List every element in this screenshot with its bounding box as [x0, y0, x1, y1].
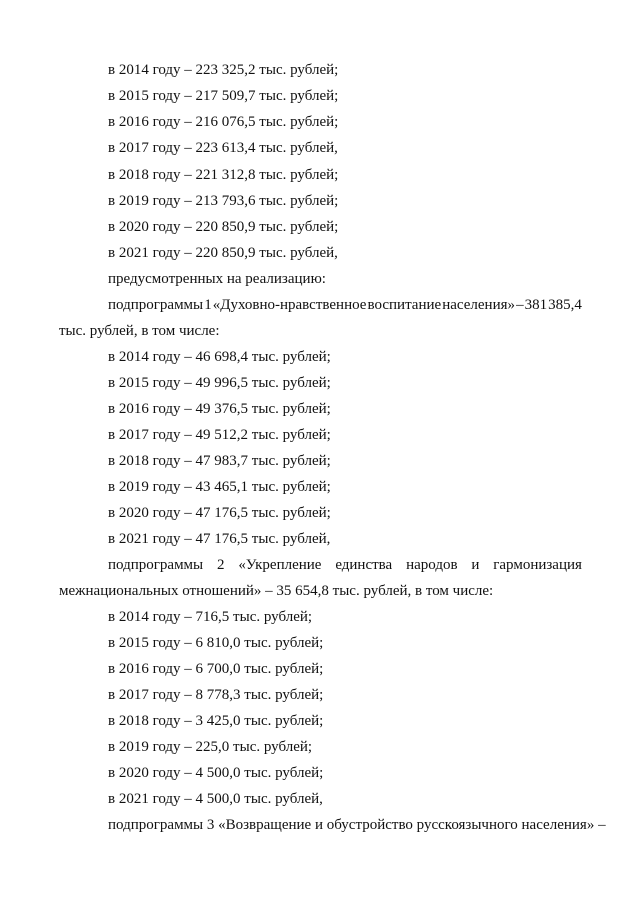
total-2014: в 2014 году – 223 325,2 тыс. рублей;	[108, 62, 339, 78]
word: единства	[335, 557, 393, 573]
word: воспитание	[367, 297, 442, 313]
word: гармонизация	[493, 557, 582, 573]
total-2019: в 2019 году – 213 793,6 тыс. рублей;	[108, 193, 339, 209]
word: 381	[524, 297, 548, 313]
word: 2	[216, 557, 225, 573]
word: подпрограммы	[108, 557, 204, 573]
sub2-2019: в 2019 году – 225,0 тыс. рублей;	[108, 739, 313, 755]
subprogram-1-heading	[108, 296, 582, 314]
sub2-2021: в 2021 году – 4 500,0 тыс. рублей,	[108, 791, 323, 807]
word: народов	[406, 557, 458, 573]
word: «Духовно-нравственное	[212, 297, 367, 313]
sub1-2014: в 2014 году – 46 698,4 тыс. рублей;	[108, 349, 331, 365]
word: «Укрепление	[238, 557, 322, 573]
total-2020: в 2020 году – 220 850,9 тыс. рублей;	[108, 219, 339, 235]
total-2016: в 2016 году – 216 076,5 тыс. рублей;	[108, 114, 339, 130]
sub2-2017: в 2017 году – 8 778,3 тыс. рублей;	[108, 687, 324, 703]
total-2018: в 2018 году – 221 312,8 тыс. рублей;	[108, 167, 339, 183]
subprogram-2-continuation: межнациональных отношений» – 35 654,8 тыс. рублей, в том числе:	[59, 583, 494, 599]
total-2021: в 2021 году – 220 850,9 тыс. рублей,	[108, 245, 338, 261]
sub1-2021: в 2021 году – 47 176,5 тыс. рублей,	[108, 531, 331, 547]
total-2015: в 2015 году – 217 509,7 тыс. рублей;	[108, 88, 339, 104]
subprogram-3-heading: подпрограммы 3 «Возвращение и обустройство русскоязычного населения» –	[108, 817, 606, 833]
sub2-2018: в 2018 году – 3 425,0 тыс. рублей;	[108, 713, 324, 729]
subprogram-1-continuation: тыс. рублей, в том числе:	[59, 323, 220, 339]
sub1-2016: в 2016 году – 49 376,5 тыс. рублей;	[108, 401, 331, 417]
total-2017: в 2017 году – 223 613,4 тыс. рублей,	[108, 140, 338, 156]
word: 385,4	[548, 297, 582, 313]
word: и	[471, 557, 480, 573]
sub2-2014: в 2014 году – 716,5 тыс. рублей;	[108, 609, 313, 625]
word: населения»	[442, 297, 516, 313]
sub1-2019: в 2019 году – 43 465,1 тыс. рублей;	[108, 479, 331, 495]
word: подпрограммы	[108, 297, 204, 313]
sub2-2020: в 2020 году – 4 500,0 тыс. рублей;	[108, 765, 324, 781]
sub1-2017: в 2017 году – 49 512,2 тыс. рублей;	[108, 427, 331, 443]
intro-text: предусмотренных на реализацию:	[108, 271, 326, 287]
sub2-2015: в 2015 году – 6 810,0 тыс. рублей;	[108, 635, 324, 651]
sub2-2016: в 2016 году – 6 700,0 тыс. рублей;	[108, 661, 324, 677]
word: 1	[204, 297, 212, 313]
sub1-2020: в 2020 году – 47 176,5 тыс. рублей;	[108, 505, 331, 521]
word: –	[516, 297, 524, 313]
subprogram-2-heading	[108, 556, 582, 574]
sub1-2018: в 2018 году – 47 983,7 тыс. рублей;	[108, 453, 331, 469]
sub1-2015: в 2015 году – 49 996,5 тыс. рублей;	[108, 375, 331, 391]
